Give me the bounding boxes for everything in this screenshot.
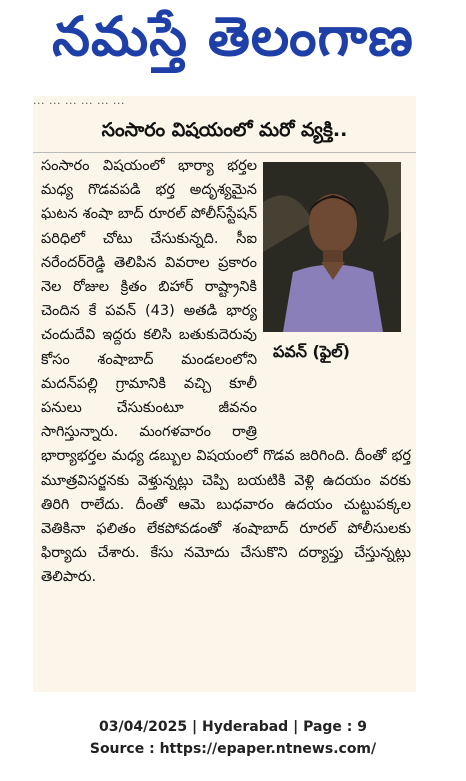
footer-source: Source : https://epaper.ntnews.com/ bbox=[89, 741, 377, 757]
cut-previous-text: ... ... ... ... ... ... bbox=[33, 96, 125, 106]
news-clipping bbox=[33, 96, 416, 692]
article-headline: సంసారం విషయంలో మరో వ్యక్తి.. bbox=[33, 112, 416, 153]
article-body bbox=[41, 154, 411, 590]
photo-placeholder bbox=[263, 154, 411, 422]
footer-date-page: 03/04/2025 | Hyderabad | Page : 9 bbox=[98, 719, 368, 735]
article-body-text: సంసారం విషయంలో భార్యా భర్తల మధ్య గొడవపడి భర్త అదృశ్యమైన ఘటన శంషా బాద్ రూరల్ పోలీస్‌స్టేషన్ పరిధిలో చోటు చేసుకున్నది. సీఐ నరేందర్‌రెడ్డి తెలిపిన వివరాల ప్రకారం నెల రోజుల క్రితం బిహార్ రాష్ట్రానికి చెందిన కే పవన్ (43) అతడి భార్య చందుదేవి ఇద్దరు కలిసి బతుకుదెరువు కోసం శంషాబాద్ మండలంలోని మదన్‌పల్లి గ్రామానికి వచ్చి కూలీ పనులు చేసుకుంటూ జీవనం సాగిస్తున్నారు. మంగళవారం రాత్రి భార్యాభర్తల మధ్య డబ్బుల విషయంలో గొడవ జరిగింది. దీంతో భర్త మూత్రవిసర్జనకు వెళ్తున్నట్లు చెప్పి బయటికి వెళ్లి ఉదయం వరకు తిరిగి రాలేదు. దీంతో ఆమె బుధవారం ఉదయం చుట్టుపక్కల వెతికినా ఫలితం లేకపోవడంతో శంషాబాద్ రూరల్ పోలీసులకు ఫిర్యాదు చేశారు. కేసు నమోదు చేసుకొని దర్యాప్తు చేస్తున్నట్లు తెలిపారు. bbox=[41, 158, 411, 586]
masthead bbox=[0, 0, 466, 86]
photo-caption: పవన్ (ఫైల్) bbox=[273, 342, 350, 361]
newspaper-title: నమస్తే తెలంగాణ bbox=[52, 4, 414, 68]
